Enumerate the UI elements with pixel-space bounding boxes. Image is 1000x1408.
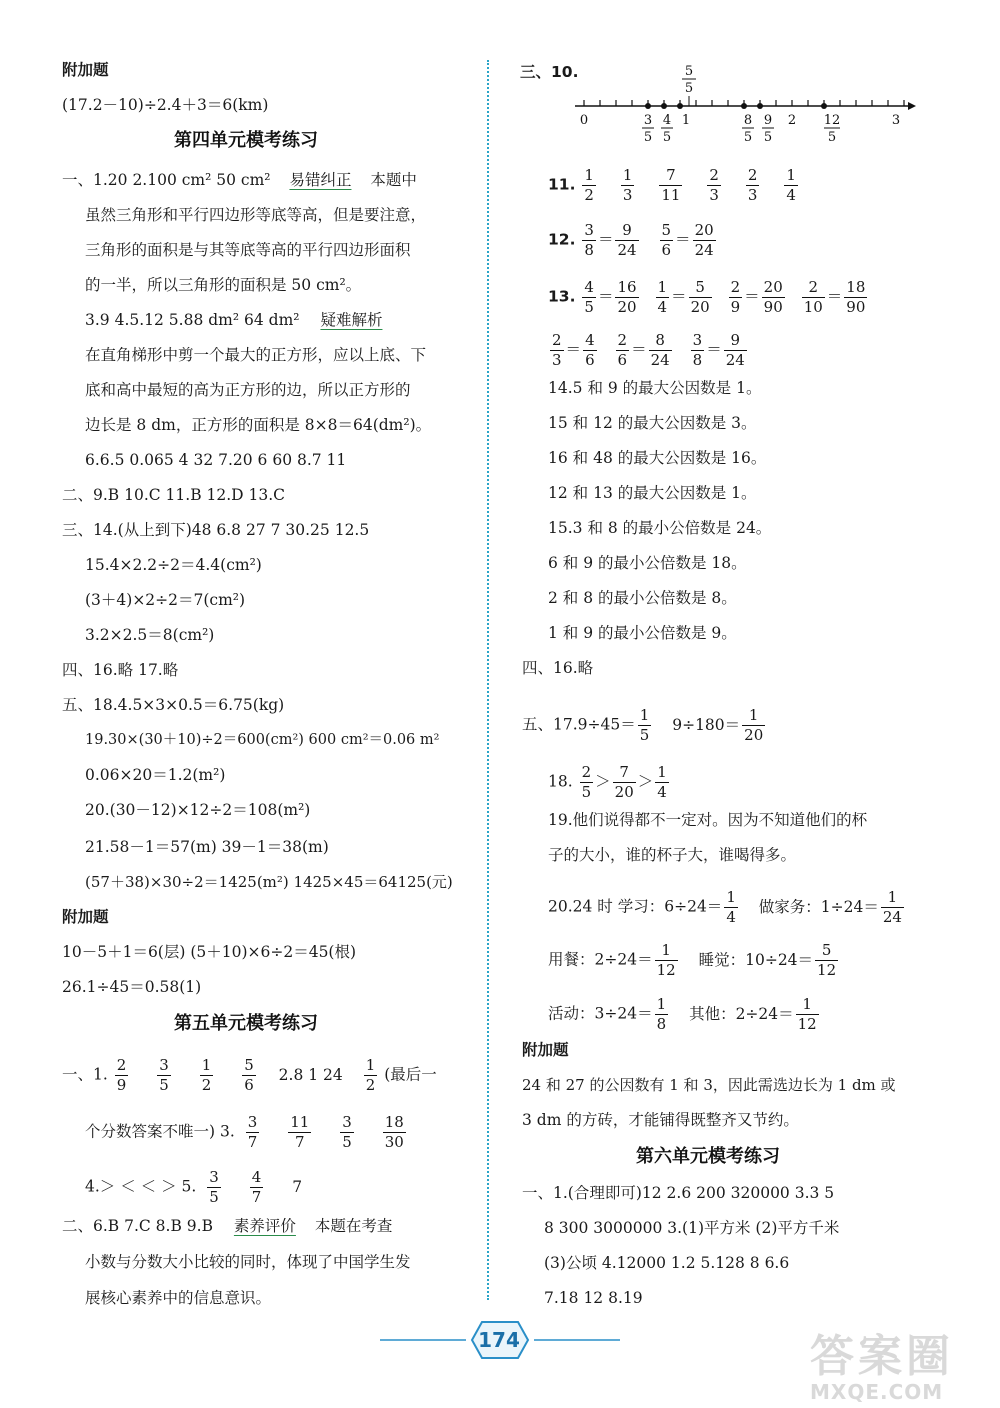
answer-line: 展核心素养中的信息意识。 (85, 1289, 272, 1307)
top-denominator: 5 (684, 81, 694, 96)
answer-text: 9÷180＝ (672, 715, 741, 734)
answer-line: 19.30×(30＋10)÷2＝600(cm²) 600 cm²＝0.06 m² (85, 732, 440, 748)
point-5-5 (677, 103, 683, 109)
answer-line: 二、9.B 10.C 11.B 12.D 13.C (62, 486, 286, 504)
frac-den: 5 (662, 130, 672, 145)
fraction: $\frac{8}{24}$ (650, 331, 670, 369)
fraction: $\frac{2}{9}$ (730, 278, 741, 316)
watermark-url: MXQE.COM (810, 1380, 944, 1404)
answer-line: 底和高中最短的高为正方形的边，所以正方形的 (85, 381, 411, 399)
answer-text: 活动：3÷24＝ (548, 1004, 653, 1023)
answer-line: 8 300 3000000 3.(1)平方米 (2)平方千米 (544, 1219, 840, 1237)
answer-text: 4.＞ ＜ ＜ ＞ 5. (85, 1177, 197, 1196)
question-label: 13. (548, 287, 576, 306)
frac-den: 5 (743, 130, 753, 145)
answer-text: 本题中 (370, 171, 417, 189)
answer-line: 16 和 48 的最大公因数是 16。 (548, 449, 767, 467)
fraction: $\frac{1}{2}$ (365, 1056, 376, 1094)
tick-label: 2 (787, 113, 797, 128)
answer-line: 20.(30－12)×12÷2＝108(m²) (85, 801, 311, 819)
fraction: $\frac{9}{24}$ (725, 331, 745, 369)
answer-text: 二、6.B 7.C 8.B 9.B (62, 1217, 213, 1235)
fraction: $\frac{3}{7}$ (247, 1113, 258, 1151)
watermark-text: 答案圈 (810, 1331, 954, 1382)
fraction: $\frac{2}{3}$ (709, 166, 719, 204)
section-title-unit6: 第六单元模考练习 (636, 1146, 780, 1167)
fraction: $\frac{16}{20}$ (617, 278, 637, 316)
answer-line: 24 和 27 的公因数有 1 和 3，因此需选边长为 1 dm 或 (522, 1076, 896, 1094)
fraction: $\frac{1}{2}$ (201, 1056, 212, 1094)
fraction: $\frac{1}{4}$ (786, 166, 796, 204)
point-8-5 (741, 103, 747, 109)
bonus-heading: 附加题 (62, 908, 109, 926)
answer-line: 6 和 9 的最小公倍数是 18。 (548, 554, 747, 572)
answer-line (548, 943, 840, 978)
fraction: $\frac{3}{5}$ (342, 1113, 352, 1151)
answer-line: 12. $\frac{3}{8}$ ＝ $\frac{9}{24}$ $\frac{5}{6}$ ＝ $\frac{20}{24}$ (548, 221, 714, 259)
fraction: $\frac{1}{3}$ (622, 166, 633, 204)
answer-line: 7.18 12 8.19 (544, 1289, 643, 1307)
answer-line: 的一半，所以三角形的面积是 50 cm²。 (85, 276, 362, 294)
answer-line: 五、18.4.5×3×0.5＝6.75(kg) (62, 696, 285, 714)
answer-line: 3 dm 的方砖，才能铺得既整齐又节约。 (522, 1111, 799, 1129)
fraction: $\frac{7}{20}$ (614, 763, 634, 801)
question-label: 三、10. (520, 63, 579, 81)
fraction: $\frac{18}{90}$ (846, 278, 866, 316)
fraction: $\frac{20}{24}$ (694, 221, 714, 259)
point-12-5 (821, 103, 827, 109)
frac-num: 9 (763, 113, 773, 128)
fraction: $\frac{3}{5}$ (159, 1056, 169, 1094)
answer-line: 3.2×2.5＝8(cm²) (85, 626, 215, 644)
answer-line (85, 1170, 302, 1205)
answer-line: 在直角梯形中剪一个最大的正方形，应以上底、下 (85, 346, 427, 364)
answer-line: 一、1.(合理即可)12 2.6 200 320000 3.3 5 (522, 1184, 835, 1202)
answer-line: (3)公顷 4.12000 1.2 5.128 8 6.6 (544, 1254, 790, 1272)
fraction: $\frac{4}{6}$ (585, 331, 595, 369)
answer-text: 其他：2÷24＝ (689, 1004, 794, 1023)
answer-text: 做家务：1÷24＝ (758, 897, 879, 916)
answer-text: (最后一 (384, 1065, 437, 1084)
fraction: $\frac{5}{12}$ (817, 941, 837, 979)
answer-line: 13. $\frac{4}{5}$ ＝ $\frac{16}{20}$ $\frac{1}{4}$ ＝ $\frac{5}{20}$ $\frac{2}{9}$ ＝ $\frac{20}{90}$ $\frac{2}{10}$ ＝ $\frac{18}{90}$ (548, 278, 866, 316)
answer-line: 四、16.略 (522, 659, 594, 677)
answer-text: 18. (548, 772, 573, 791)
fraction: $\frac{1}{2}$ (584, 166, 594, 204)
fraction: $\frac{1}{8}$ (656, 995, 667, 1033)
answer-line: 小数与分数大小比较的同时，体现了中国学生发 (85, 1253, 411, 1271)
point-3-5 (645, 103, 651, 109)
fraction: $\frac{1}{24}$ (882, 888, 902, 926)
answer-text: 3.9 4.5.12 5.88 dm² 64 dm² (85, 311, 300, 329)
tip-tag: 易错纠正 (289, 171, 352, 189)
answer-line: 三、14.(从上到下)48 6.8 27 7 30.25 12.5 (62, 521, 370, 539)
answer-line: 18. $\frac{2}{5}$ ＞ $\frac{7}{20}$ ＞ $\frac{1}{4}$ (548, 763, 667, 801)
fraction: $\frac{7}{11}$ (661, 166, 681, 204)
tick-label: 1 (681, 113, 691, 128)
answer-text: 2.8 1 24 (278, 1065, 343, 1084)
fraction: $\frac{11}{7}$ (290, 1113, 310, 1151)
frac-den: 5 (643, 130, 653, 145)
answer-line: (17.2－10)÷2.4＋3＝6(km) (62, 96, 269, 114)
answer-text: 五、17.9÷45＝ (522, 715, 636, 734)
fraction: $\frac{1}{4}$ (657, 763, 667, 801)
fraction: $\frac{4}{7}$ (251, 1168, 262, 1206)
question-label: 12. (548, 230, 576, 249)
fraction: $\frac{9}{24}$ (617, 221, 637, 259)
answer-line (62, 1216, 392, 1236)
fraction: $\frac{20}{90}$ (763, 278, 783, 316)
answer-line (548, 168, 800, 203)
answer-line: $\frac{2}{3}$ ＝ $\frac{4}{6}$ $\frac{2}{6}$ ＝ $\frac{8}{24}$ $\frac{3}{8}$ ＝ $\frac{9}{24}$ (552, 331, 745, 369)
arrow-icon (908, 102, 916, 110)
answer-line: 10－5＋1＝6(层) (5＋10)×6÷2＝45(根) (62, 943, 357, 961)
answer-line: 21.58－1＝57(m) 39－1＝38(m) (85, 838, 329, 856)
fraction: $\frac{1}{4}$ (657, 278, 668, 316)
tip-tag: 素养评价 (233, 1217, 296, 1235)
question-label: 11. (548, 175, 576, 194)
fraction: $\frac{1}{12}$ (656, 941, 676, 979)
fraction: $\frac{5}{6}$ (244, 1056, 254, 1094)
fraction: $\frac{5}{6}$ (661, 221, 672, 259)
answer-line: 15.3 和 8 的最小公倍数是 24。 (548, 519, 772, 537)
fraction: $\frac{2}{6}$ (617, 331, 628, 369)
answer-text: 一、1.20 2.100 cm² 50 cm² (62, 171, 271, 189)
answer-line (548, 890, 906, 925)
frac-num: 4 (662, 113, 672, 128)
top-numerator: 5 (684, 64, 694, 79)
answer-line (522, 708, 767, 743)
tick-label: 0 (579, 113, 589, 128)
watermark (810, 1320, 954, 1404)
section-title-unit5: 第五单元模考练习 (174, 1013, 318, 1034)
fraction: $\frac{18}{30}$ (384, 1113, 404, 1151)
answer-text: 个分数答案不唯一) 3. (85, 1122, 235, 1141)
frac-num: 8 (743, 113, 753, 128)
answer-text: 一、1. (62, 1065, 108, 1084)
answer-line: 1 和 9 的最小公倍数是 9。 (548, 624, 737, 642)
number-line (570, 58, 920, 153)
tick-label: 3 (891, 113, 901, 128)
fraction: $\frac{2}{5}$ (581, 763, 592, 801)
answer-line: (57＋38)×30÷2＝1425(m²) 1425×45＝64125(元) (85, 873, 453, 891)
fraction: $\frac{3}{8}$ (584, 221, 594, 259)
point-4-5 (661, 103, 667, 109)
answer-line (548, 997, 821, 1032)
fraction: $\frac{2}{3}$ (747, 166, 758, 204)
fraction: $\frac{1}{20}$ (744, 706, 764, 744)
frac-den: 5 (763, 130, 773, 145)
section-title-unit4: 第四单元模考练习 (174, 130, 318, 151)
page-number: 174 (478, 1328, 520, 1352)
answer-line: 12 和 13 的最大公因数是 1。 (548, 484, 757, 502)
answer-line: 14.5 和 9 的最大公因数是 1。 (548, 379, 762, 397)
answer-line: 19.他们说得都不一定对。因为不知道他们的杯 (548, 811, 868, 829)
frac-num: 12 (823, 113, 841, 128)
fraction: $\frac{1}{4}$ (726, 888, 736, 926)
fraction: $\frac{3}{8}$ (692, 331, 703, 369)
fraction: $\frac{2}{9}$ (116, 1056, 127, 1094)
answer-text: 7 (292, 1177, 303, 1196)
frac-den: 5 (827, 130, 837, 145)
fraction: $\frac{2}{10}$ (803, 278, 823, 316)
answer-text: 本题在考查 (314, 1217, 393, 1235)
answer-line: 26.1÷45＝0.58(1) (62, 978, 202, 996)
fraction: $\frac{2}{3}$ (552, 331, 562, 369)
answer-line: 边长是 8 dm，正方形的面积是 8×8＝64(dm²)。 (85, 416, 432, 434)
column-divider (487, 60, 489, 1300)
answer-line: 6.6.5 0.065 4 32 7.20 6 60 8.7 11 (85, 451, 347, 469)
frac-num: 3 (643, 113, 653, 128)
fraction: $\frac{4}{5}$ (584, 278, 594, 316)
fraction: $\frac{1}{12}$ (797, 995, 817, 1033)
answer-line: 三角形的面积是与其等底等高的平行四边形面积 (85, 241, 411, 259)
tip-tag: 疑难解析 (320, 311, 383, 329)
answer-line (85, 1115, 408, 1150)
answer-text: 20.24 时 学习：6÷24＝ (548, 897, 723, 916)
fraction: $\frac{3}{5}$ (209, 1168, 219, 1206)
bonus-heading: 附加题 (62, 61, 109, 79)
answer-line: 虽然三角形和平行四边形等底等高，但是要注意， (85, 206, 427, 224)
answer-line: 15 和 12 的最大公因数是 3。 (548, 414, 757, 432)
answer-line (85, 310, 382, 330)
answer-line: 0.06×20＝1.2(m²) (85, 766, 226, 784)
answer-line: (3＋4)×2÷2＝7(cm²) (85, 591, 246, 609)
answer-line: 四、16.略 17.略 (62, 661, 179, 679)
answer-line (62, 1058, 437, 1093)
answer-line: 2 和 8 的最小公倍数是 8。 (548, 589, 737, 607)
bonus-heading: 附加题 (522, 1041, 569, 1059)
answer-line: 15.4×2.2÷2＝4.4(cm²) (85, 556, 262, 574)
answer-line (62, 170, 417, 190)
fraction: $\frac{1}{5}$ (639, 706, 650, 744)
fraction: $\frac{5}{20}$ (690, 278, 710, 316)
answer-text: 用餐：2÷24＝ (548, 950, 653, 969)
answer-text: 睡觉：10÷24＝ (698, 950, 814, 969)
point-9-5 (757, 103, 763, 109)
answer-line: 子的大小，谁的杯子大，谁喝得多。 (548, 846, 797, 864)
